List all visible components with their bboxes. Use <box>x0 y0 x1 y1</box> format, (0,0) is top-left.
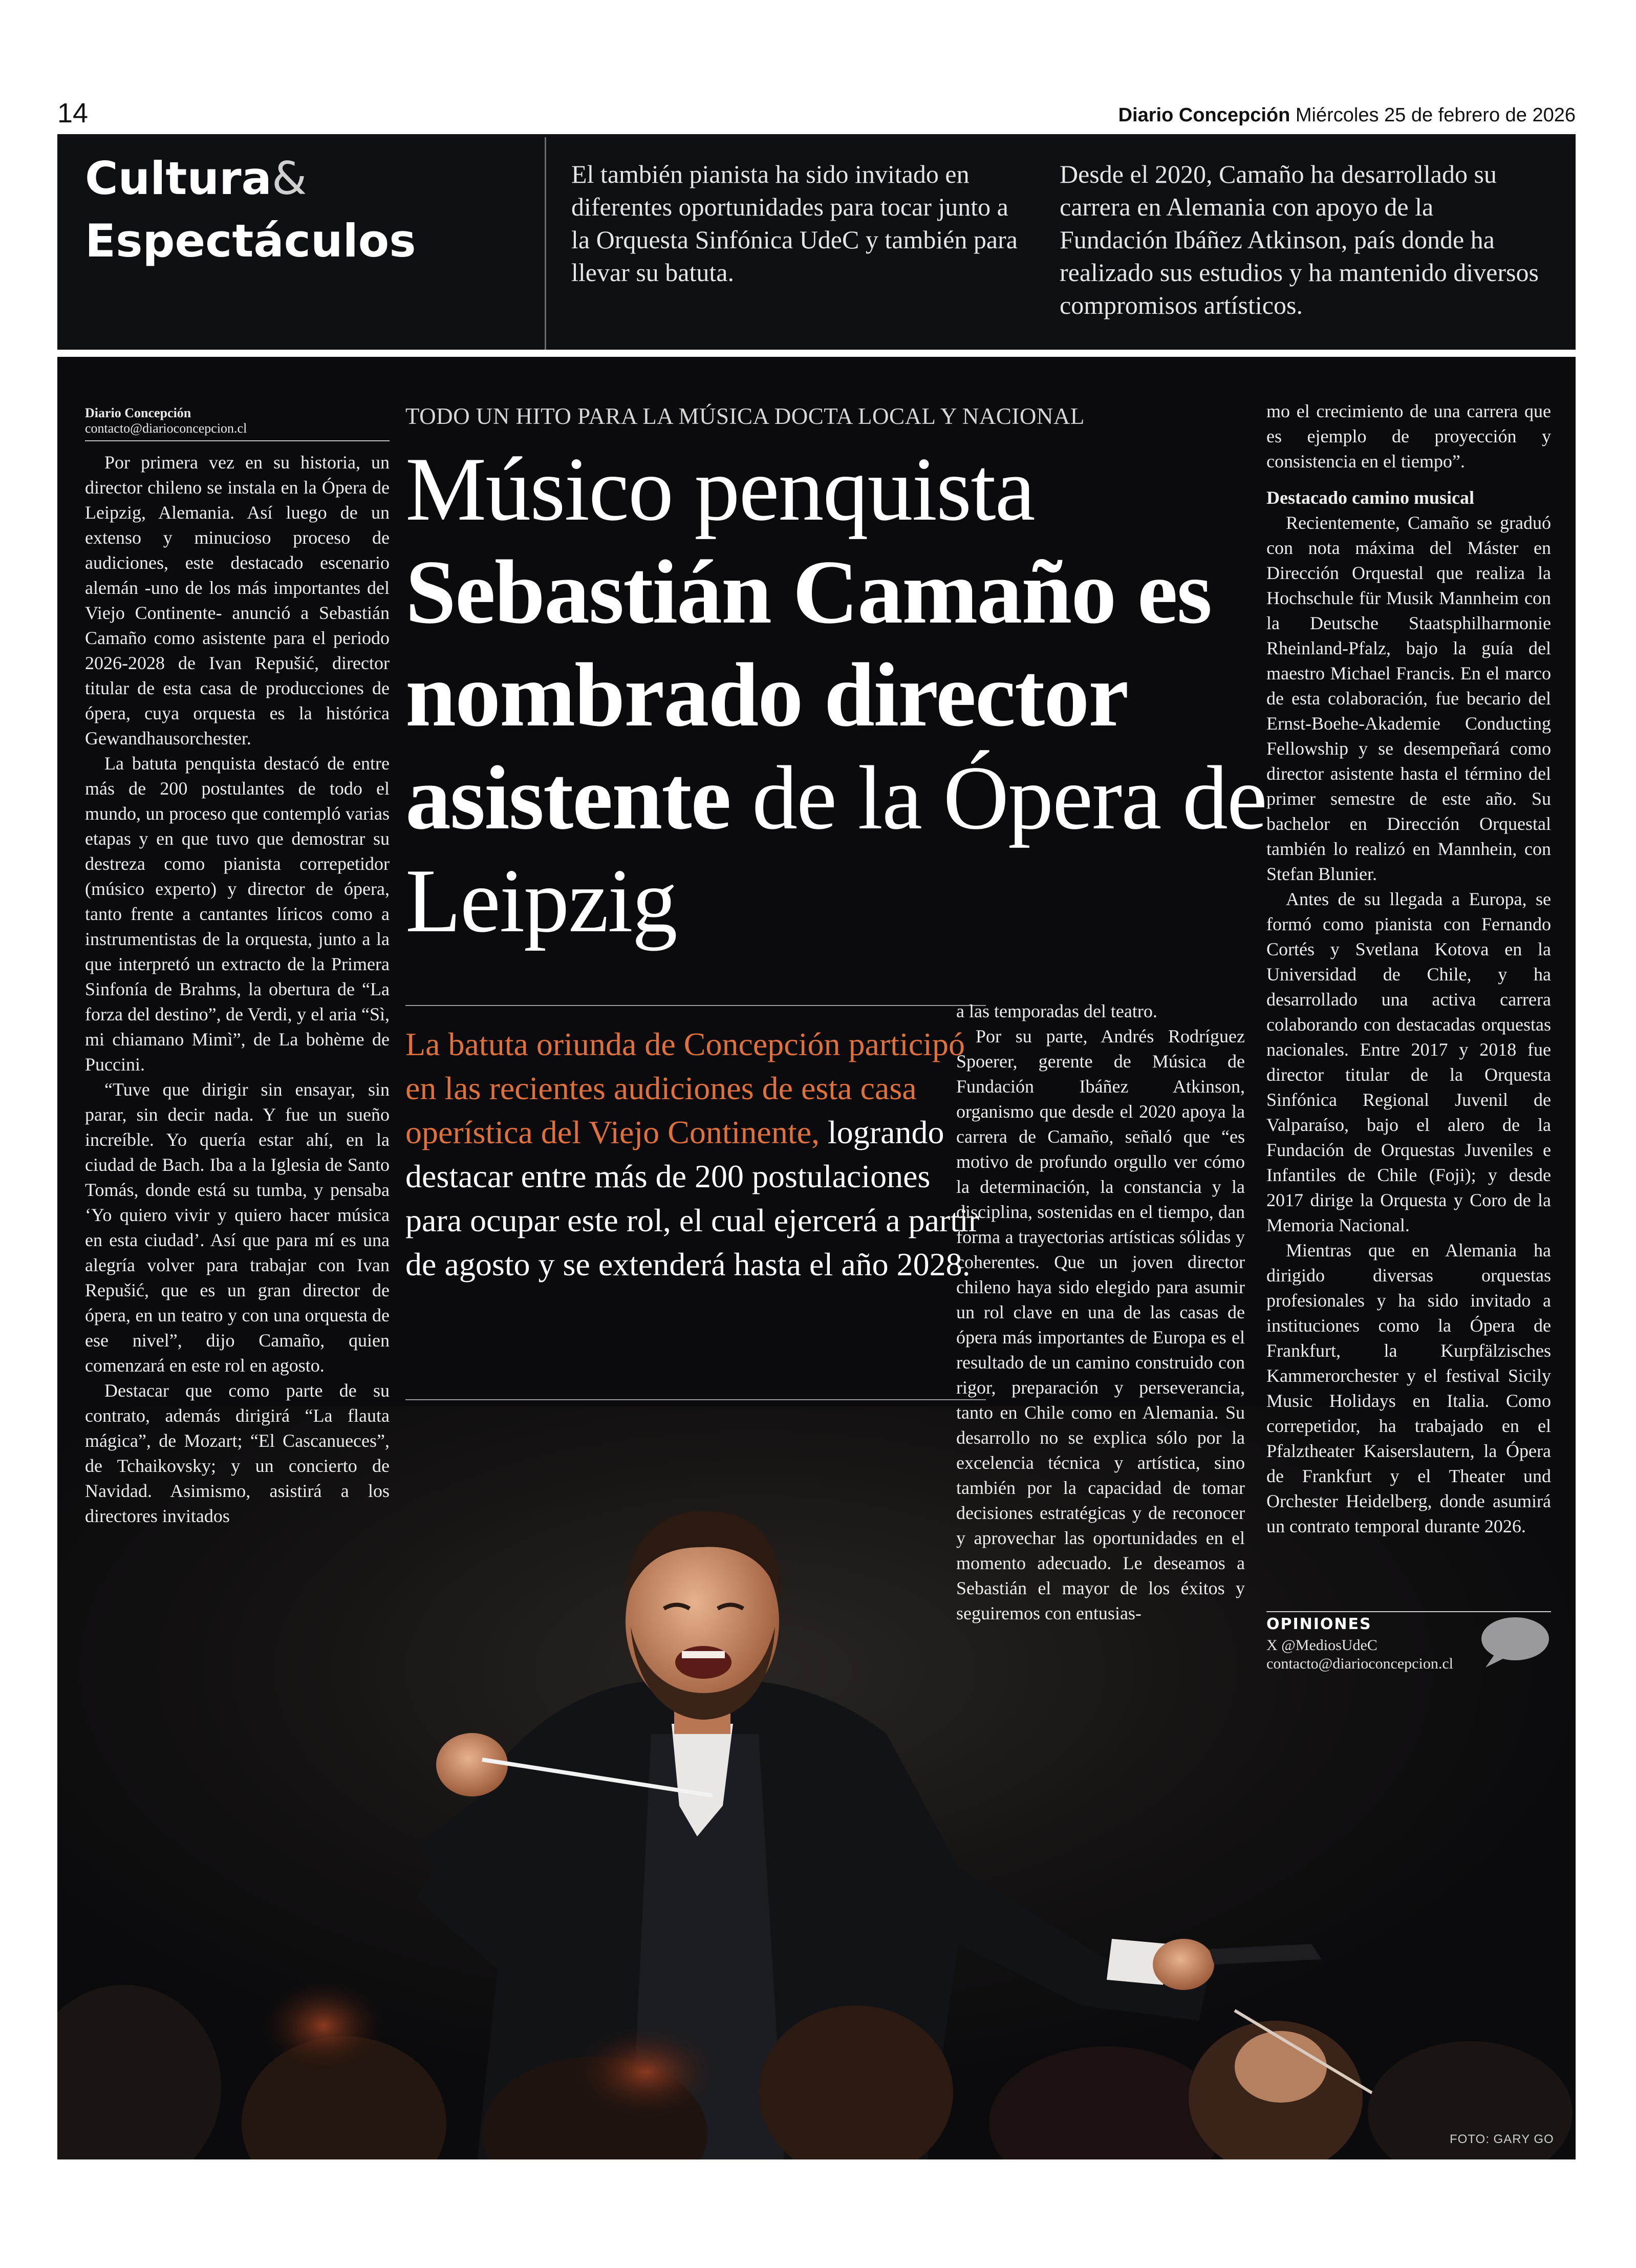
folio <box>1118 104 1576 126</box>
headline <box>405 438 1337 952</box>
column-right <box>1266 399 1551 1539</box>
opinion-rule <box>1266 1611 1551 1612</box>
lead-rule-top <box>405 1005 986 1006</box>
lead-paragraph <box>405 1022 986 1287</box>
byline-email[interactable]: contacto@diarioconcepcion.cl <box>85 421 247 436</box>
page-number: 14 <box>57 98 89 129</box>
header-divider <box>545 137 546 350</box>
paragraph: Mientras que en Alemania ha dirigido diversas orquestas profesionales y ha sido invitado a instituciones como la Ópera de Frankfurt, la Kurpfälzisches Kammerorchester y el festival Sicily Music Holidays en Italia. Como correpetidor, ha trabajado en el Pfalztheater Kaiserslautern, la Ópera de Frankfurt y el Theater und Orchester Heidelberg, donde asumirá un contrato temporal durante 2026. <box>1266 1240 1551 1536</box>
paragraph: Antes de su llegada a Europa, se formó como pianista con Fernando Cortés y Svetlana Kotova en la Universidad de Chile, y ha desarrollado una activa carrera colaborando con destacadas orquestas nacionales. Entre 2017 y 2018 fue director titular de la Orquesta Sinfónica Regional Juvenil de Valparaíso, bajo el alero de la Fundación de Orquestas Juveniles e Infantiles de Chile (Foji); y desde 2017 dirige la Orquesta y Coro de la Memoria Nacional. <box>1266 889 1551 1235</box>
paragraph: a las temporadas del teatro. <box>956 1001 1157 1021</box>
kicker: TODO UN HITO PARA LA MÚSICA DOCTA LOCAL Y NACIONAL <box>405 403 1085 429</box>
article-panel <box>57 357 1576 2159</box>
subhead: Destacado camino musical <box>1266 487 1474 508</box>
paragraph: Por primera vez en su historia, un director chileno se instala en la Ópera de Leipzig, Alemania. Así luego de un extenso y minucioso proceso de audiciones, este destacado escenario alemán -uno de los más importantes del Viejo Continente- anunció a Sebastián Camaño como asistente para el periodo 2026-2028 de Ivan Repušić, director titular de esta casa de producciones de ópera, cuya orquesta es la histórica Gewandhausorchester. <box>85 452 390 748</box>
section-title <box>85 147 416 272</box>
opinion-email[interactable]: contacto@diarioconcepcion.cl <box>1266 1655 1453 1672</box>
lead-rest: logrando destacar entre más de 200 postulaciones para ocupar este rol, el cual ejercerá a partir de agosto y se extenderá hasta el año 2028. <box>405 1114 980 1282</box>
header-bottom-rule <box>57 350 1576 357</box>
paragraph: mo el crecimiento de una carrera que es ejemplo de proyección y consistencia en el tiempo”. <box>1266 401 1551 472</box>
lead-rule-bottom <box>405 1399 986 1400</box>
lead-accent: La batuta oriunda de Concepción participó en las recientes audiciones de esta casa operística del Viejo Continente, <box>405 1026 965 1150</box>
section-word-2: Espectáculos <box>85 215 416 267</box>
masthead: Diario Concepción <box>1118 104 1290 126</box>
headline-part-1: Músico penquista <box>405 438 1035 540</box>
column-left <box>85 450 390 1529</box>
byline-name: Diario Concepción <box>85 405 191 420</box>
paragraph: Recientemente, Camaño se graduó con nota máxima del Máster en Dirección Orquestal que realiza la Hochschule für Musik Mannheim con la Deutsche Staatsphilharmonie Rheinland-Pfalz, bajo la guía del maestro Michael Francis. En el marco de esta colaboración, fue becario del Ernst-Boehe-Akademie Conducting Fellowship y se desempeñará como director asistente hasta el término del primer semestre de este año. Su bachelor en Dirección Orquestal también lo realizó en Mannhein, con Stefan Blunier. <box>1266 512 1551 884</box>
teaser-right: Desde el 2020, Camaño ha desarrollado su carrera en Alemania con apoyo de la Fundación Ibáñez Atkinson, país donde ha realizado sus estudios y ha mantenido diversos compromisos artísticos. <box>1060 160 1539 319</box>
photo-credit: FOTO: GARY GO <box>1450 2132 1554 2146</box>
section-ampersand: & <box>271 152 307 205</box>
column-middle <box>956 999 1245 1626</box>
headline-part-3: de la Ópera de Leipzig <box>405 747 1266 951</box>
paragraph: La batuta penquista destacó de entre más de 200 postulantes de todo el mundo, un proceso que contempló varias etapas y en que tuvo que demostrar su destreza como pianista correpetidor (músico experto) y director de ópera, tanto frente a cantantes líricos como a instrumentistas de la orquesta, junto a la que interpretó un extracto de la Primera Sinfonía de Brahms, la obertura de “La forza del destino”, de Verdi, y el aria “Sì, mi chiamano Mimì”, de La bohème de Puccini. <box>85 753 390 1075</box>
paragraph: “Tuve que dirigir sin ensayar, sin parar, sin decir nada. Y fue un sueño increíble. Yo quería estar ahí, en la ciudad de Bach. Iba a la Iglesia de Santo Tomás, donde está su tumba, y pensaba ‘Yo quiero vivir y quiero hacer música en esta ciudad’. Así que para mí es una alegría volver para trabajar con Ivan Repušić, que es un gran director de ópera, en un teatro y con una orquesta de ese nivel”, dijo Camaño, quien comenzará en este rol en agosto. <box>85 1079 390 1376</box>
byline <box>85 405 390 441</box>
paragraph: Por su parte, Andrés Rodríguez Spoerer, gerente de Música de Fundación Ibáñez Atkinson, organismo que desde el 2020 apoya la carrera de Camaño, señaló que “es motivo de profundo orgullo ver cómo la determinación, la constancia y la disciplina, sostenidas en el tiempo, dan forma a trayectorias artísticas sólidas y coherentes. Que un joven director chileno haya sido elegido para asumir un rol clave en una de las casas de ópera más importantes de Europa es el resultado de un camino construido con rigor, preparación y perseverancia, tanto en Chile como en Alemania. Su desarrollo no se explica sólo por la excelencia técnica y artística, sino también por la capacidad de tomar decisiones estratégicas y de reconocer y aprovechar las oportunidades en el momento adecuado. Le deseamos a Sebastián el mayor de los éxitos y seguiremos con entusias- <box>956 1026 1245 1623</box>
issue-date: Miércoles 25 de febrero de 2026 <box>1295 104 1576 126</box>
headline-part-2: Sebastián Camaño es nombrado director asistente <box>405 541 1212 848</box>
section-word-1: Cultura <box>85 152 272 205</box>
teaser-left: El también pianista ha sido invitado en diferentes oportunidades para tocar junto a la Orquesta Sinfónica UdeC y también para llevar su batuta. <box>571 160 1018 287</box>
opinion-social[interactable]: X @MediosUdeC <box>1266 1637 1377 1654</box>
speech-bubble-icon <box>1474 1614 1551 1671</box>
paragraph: Destacar que como parte de su contrato, además dirigirá “La flauta mágica”, de Mozart; “El Cascanueces”, de Tchaikovsky; y un concierto de Navidad. Asimismo, asistirá a los directores invitados <box>85 1380 390 1526</box>
opinion-label: OPINIONES <box>1266 1615 1372 1633</box>
